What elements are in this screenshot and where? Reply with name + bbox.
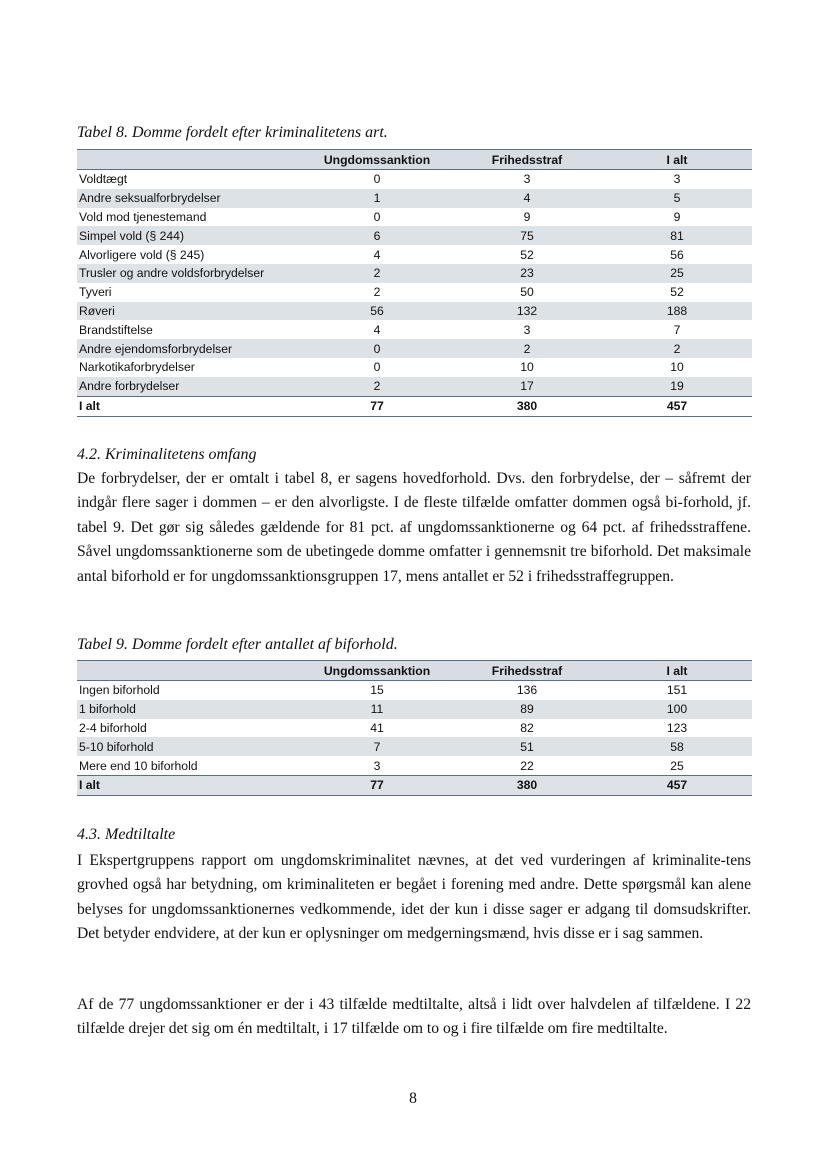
table-row [77,756,752,775]
table-cell: 5 [673,191,681,206]
table-cell: 2 [373,266,381,281]
total-cell: 380 [452,396,602,416]
table-cell: 3 [373,758,381,773]
table8 [77,149,752,417]
table-cell: 81 [670,228,684,243]
table-cell: 56 [370,303,384,318]
table-cell: 9 [673,209,681,224]
table-cell: 2 [373,379,381,394]
table-row [77,189,752,208]
table-cell: 0 [373,360,381,375]
table-cell: 51 [520,739,534,754]
total-cell: 380 [452,775,602,795]
total-cell: 77 [302,396,452,416]
table-cell: 11 [370,702,384,717]
table-header-cell: Ungdomssanktion [302,661,452,681]
table9-caption: Tabel 9. Domme fordelt efter antallet af biforhold. [77,636,398,653]
table-row [77,358,752,377]
table-cell: 52 [520,247,534,262]
row-label: Andre seksualforbrydelser [79,191,221,206]
table-row [77,339,752,358]
table-cell: 123 [666,720,688,735]
total-cell: 77 [302,775,452,795]
table-cell: 17 [520,379,534,394]
table-row [77,681,752,700]
table-cell: 0 [373,172,381,187]
body-paragraph: De forbrydelser, der er omtalt i tabel 8, er sagens hovedforhold. Dvs. den forbrydelse, der – såfremt der indgår flere sager i dommen – er den alvorligste. I de fleste tilfælde omfatter dommen også bi-forhold, jf. tabel 9. Det gør sig således gældende for 81 pct. af ungdomssanktionerne og 64 pct. af frihedsstraffene. Såvel ungdomssanktionerne som de ubetingede domme omfatter i gennemsnit tre biforhold. Det maksimale antal biforhold er for ungdomssanktionsgruppen 17, mens antallet er 52 i frihedsstraffegruppen. [77,470,751,585]
table-header-row [77,150,752,170]
table-header-cell [77,661,302,681]
table-header-cell: Ungdomssanktion [302,150,452,170]
table-total-row [77,396,752,416]
table-cell: 6 [373,228,381,243]
table-cell: 82 [520,720,534,735]
table-cell: 151 [666,683,688,698]
table-cell: 7 [673,322,681,337]
row-label: 5-10 biforhold [79,739,154,754]
table-cell: 1 [373,191,381,206]
section-heading: 4.3. Medtiltalte [77,826,176,843]
body-paragraph: Af de 77 ungdomssanktioner er der i 43 tilfælde medtiltalte, altså i lidt over halvdelen af tilfældene. I 22 tilfælde drejer det sig om én medtiltalt, i 17 tilfælde om to og i fire tilfælde om fire medtiltalte. [77,996,751,1038]
table-header-row [77,661,752,681]
table-cell: 50 [520,285,534,300]
table-header-cell: I alt [602,150,752,170]
table-row [77,264,752,283]
table-header-cell: I alt [602,661,752,681]
table-cell: 9 [523,209,531,224]
table-row [77,170,752,189]
table-cell: 23 [520,266,534,281]
table8-caption: Tabel 8. Domme fordelt efter kriminalitetens art. [77,124,388,141]
total-label: I alt [77,775,302,795]
table-cell: 75 [520,228,534,243]
row-label: Andre forbrydelser [79,379,180,394]
table-cell: 3 [673,172,681,187]
table-cell: 58 [670,739,684,754]
table-cell: 2 [373,285,381,300]
row-label: Simpel vold (§ 244) [79,228,184,243]
row-label: Voldtægt [79,172,128,187]
table-cell: 0 [373,341,381,356]
row-label: Narkotikaforbrydelser [79,360,195,375]
table-row [77,245,752,264]
table-cell: 15 [370,683,384,698]
table-cell: 10 [520,360,534,375]
table-cell: 52 [670,285,684,300]
table-cell: 19 [670,379,684,394]
row-label: Trusler og andre voldsforbrydelser [79,266,265,281]
row-label: Ingen biforhold [79,683,160,698]
table-cell: 4 [373,247,381,262]
table-cell: 56 [670,247,684,262]
table-cell: 25 [670,266,684,281]
table-header-cell [77,150,302,170]
row-label: Mere end 10 biforhold [79,758,198,773]
row-label: Alvorligere vold (§ 245) [79,247,205,262]
table-cell: 25 [670,758,684,773]
total-label: I alt [77,396,302,416]
row-label: 1 biforhold [79,702,136,717]
table-row [77,208,752,227]
table-row [77,283,752,302]
table-cell: 2 [673,341,681,356]
table-cell: 132 [516,303,538,318]
row-label: Andre ejendomsforbrydelser [79,341,233,356]
section-heading: 4.2. Kriminalitetens omfang [77,446,257,463]
row-label: Brandstiftelse [79,322,153,337]
table-header-cell: Frihedsstraf [452,661,602,681]
table-row [77,302,752,321]
table-cell: 7 [373,739,381,754]
table-row [77,737,752,756]
table-cell: 22 [520,758,534,773]
table-cell: 4 [373,322,381,337]
row-label: 2-4 biforhold [79,720,147,735]
table-cell: 188 [666,303,688,318]
table-cell: 136 [516,683,538,698]
table-row [77,700,752,719]
table-row [77,226,752,245]
table9 [77,660,752,796]
body-paragraph: I Ekspertgruppens rapport om ungdomskriminalitet nævnes, at det ved vurderingen af kriminalite-tens grovhed også har betydning, om kriminaliteten er begået i forening med andre. Dette spørgsmål kan alene belyses for ungdomssanktionernes vedkommende, idet der kun i disse sager er adgang til domsudskrifter. Det betyder endvidere, at der kun er oplysninger om medgerningsmænd, hvis disse er i sag sammen. [77,852,751,943]
row-label: Røveri [79,303,115,318]
table-header-cell: Frihedsstraf [452,150,602,170]
table-cell: 89 [520,702,534,717]
table-cell: 3 [523,172,531,187]
table-cell: 41 [370,720,384,735]
table-cell: 3 [523,322,531,337]
total-cell: 457 [602,396,752,416]
table-total-row [77,775,752,795]
row-label: Vold mod tjenestemand [79,209,207,224]
table-row [77,719,752,738]
table-cell: 100 [666,702,688,717]
table-cell: 10 [670,360,684,375]
table-cell: 0 [373,209,381,224]
table-row [77,320,752,339]
total-cell: 457 [602,775,752,795]
table-cell: 2 [523,341,531,356]
row-label: Tyveri [79,285,112,300]
page-number: 8 [409,1090,417,1107]
table-row [77,377,752,396]
table-cell: 4 [523,191,531,206]
